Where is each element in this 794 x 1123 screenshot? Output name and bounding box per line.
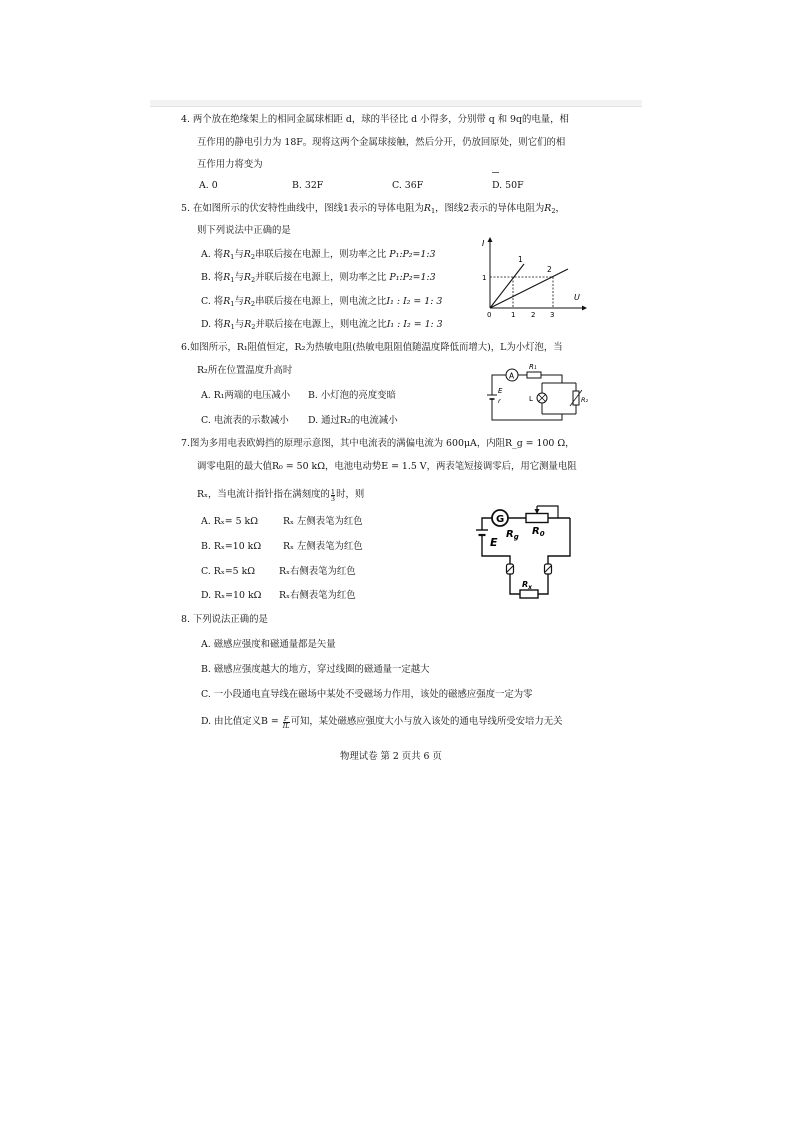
r0-rheostat	[526, 514, 548, 523]
q5-option-d: D. 将$R_1$与$R_2$并联后接在电源上，则电流之比I₁ : I₂ = 1: 3	[201, 319, 443, 331]
x-tick-2: 2	[531, 311, 536, 319]
q6-line-2: R₂所在位置温度升高时	[197, 365, 293, 376]
q6-circuit-diagram	[482, 362, 592, 426]
ink-mark	[492, 172, 499, 173]
x-tick-3: 3	[550, 311, 555, 319]
i-axis-arrow	[488, 237, 493, 242]
q8-line-1: 8. 下列说法正确的是	[181, 614, 268, 625]
q6-line-1: 6.如图所示，R₁阻值恒定，R₂为热敏电阻(热敏电阻阻值随温度降低而增大)，L为小灯泡，当	[181, 342, 563, 353]
b-definition-fraction: $\frac{F}{IL}$	[282, 715, 290, 730]
x-tick-1: 1	[511, 311, 516, 319]
q6-option-a: A. R₁两端的电压减小	[201, 390, 291, 401]
q7-line-1: 7.图为多用电表欧姆挡的原理示意图，其中电流表的满偏电流为 600μA，内阻R_g = 100 Ω，	[181, 438, 575, 449]
battery-emf-label: E	[490, 536, 498, 549]
q4-option-a: A. 0	[199, 180, 218, 191]
q5-option-a: A. 将$R_1$与$R_2$串联后接在电源上，则功率之比 P₁:P₂=1:3	[201, 249, 436, 261]
galvanometer-label: G	[496, 514, 505, 525]
rg-label: $R_g$	[506, 529, 519, 541]
q5-line-2: 则下列说法中正确的是	[197, 225, 291, 236]
iu-characteristic-graph	[478, 234, 590, 320]
q8-option-b: B. 磁感应强度越大的地方，穿过线圈的磁通量一定越大	[201, 664, 430, 675]
q5-option-b: B. 将$R_1$与$R_2$并联后接在电源上，则功率之比 P₁:P₂=1:3	[201, 272, 436, 284]
q8-option-c: C. 一小段通电直导线在磁场中某处不受磁场力作用，该处的磁感应强度一定为零	[201, 689, 533, 700]
q4-option-d: D. 50F	[492, 180, 524, 191]
page-footer: 物理试卷 第 2 页共 6 页	[340, 751, 442, 762]
q7-line-3: Rₓ，当电流计指针指在满刻度的 $\frac{1}{3}$ 时，则	[197, 488, 365, 503]
line-2-label: 2	[547, 265, 552, 274]
r1-subscript: 1	[430, 207, 436, 215]
one-third-fraction: $\frac{1}{3}$	[330, 488, 336, 503]
ohmmeter-circuit-diagram	[472, 494, 580, 604]
graph-line-1	[490, 264, 524, 308]
q5-stem-b: ，图线2表示的导体电阻为	[435, 203, 545, 214]
q7-line-2: 调零电阻的最大值R₀ = 50 kΩ，电池电动势E = 1.5 V，两表笔短接调零后，用它测量电阻	[197, 461, 577, 472]
q4-option-b: B. 32F	[292, 180, 324, 191]
q5-stem-a: 在如图所示的伏安特性曲线中，图线1表示的导体电阻为	[192, 203, 424, 214]
r2-subscript: 2	[551, 207, 556, 215]
q7-option-b: B. Rₓ=10 kΩ Rₓ 左侧表笔为红色	[201, 541, 363, 552]
q6-option-d: D. 通过R₂的电流减小	[308, 415, 398, 426]
line-1-label: 1	[518, 255, 523, 264]
graph-line-2	[490, 269, 568, 308]
r2-label: R₂	[581, 396, 589, 404]
lamp-label: L	[529, 395, 533, 403]
y-tick-1: 1	[482, 274, 487, 282]
q7-option-c: C. Rₓ=5 kΩ Rₓ右侧表笔为红色	[201, 566, 356, 577]
q4-line-2: 互作用的静电引力为 18F。现将这两个金属球接触，然后分开，仍放回原处，则它们的相	[197, 137, 566, 148]
u-axis-label: U	[574, 293, 580, 302]
i-axis-label: I	[482, 239, 485, 248]
q5-option-c: C. 将$R_1$与$R_2$串联后接在电源上，则电流之比I₁ : I₂ = 1: 3	[201, 296, 443, 308]
r1-symbol: R	[423, 203, 431, 214]
q6-option-b: B. 小灯泡的亮度变暗	[308, 390, 396, 401]
ammeter-label: A	[509, 371, 515, 381]
q5-number: 5.	[181, 203, 190, 214]
q4-line-1: 4. 两个放在绝缘架上的相同金属球相距 d，球的半径比 d 小得多，分别带 q 和 9q的电量，相	[181, 114, 569, 125]
q5-line-1: 5. 在如图所示的伏安特性曲线中，图线1表示的导体电阻为$R_1$，图线2表示的导体电阻为$R_2$，	[181, 203, 565, 215]
origin-label: 0	[487, 311, 492, 319]
u-axis-arrow	[582, 306, 587, 311]
r1-resistor	[527, 372, 541, 378]
r0-label: $R_0$	[532, 526, 545, 538]
r2-symbol: R	[544, 203, 552, 214]
q8-option-d: D. 由比值定义B = $\frac{F}{IL}$ 可知，某处磁感应强度大小与放入该处的通电导线所受安培力无关	[201, 715, 563, 730]
top-cut-edge	[150, 100, 642, 107]
q6-option-c: C. 电流表的示数减小	[201, 415, 289, 426]
rx-label: $R_x$	[522, 580, 533, 591]
r1-label: R₁	[529, 363, 537, 371]
q4-option-c: C. 36F	[392, 180, 424, 191]
internal-r-label: r	[498, 397, 501, 405]
q7-option-d: D. Rₓ=10 kΩ Rₓ右侧表笔为红色	[201, 590, 356, 601]
rx-resistor	[520, 590, 538, 598]
q4-line-3: 互作用力将变为	[197, 159, 263, 170]
emf-label: E	[498, 387, 503, 395]
q8-option-a: A. 磁感应强度和磁通量都是矢量	[201, 639, 336, 650]
q7-option-a: A. Rₓ= 5 kΩ Rₓ 左侧表笔为红色	[201, 516, 363, 527]
